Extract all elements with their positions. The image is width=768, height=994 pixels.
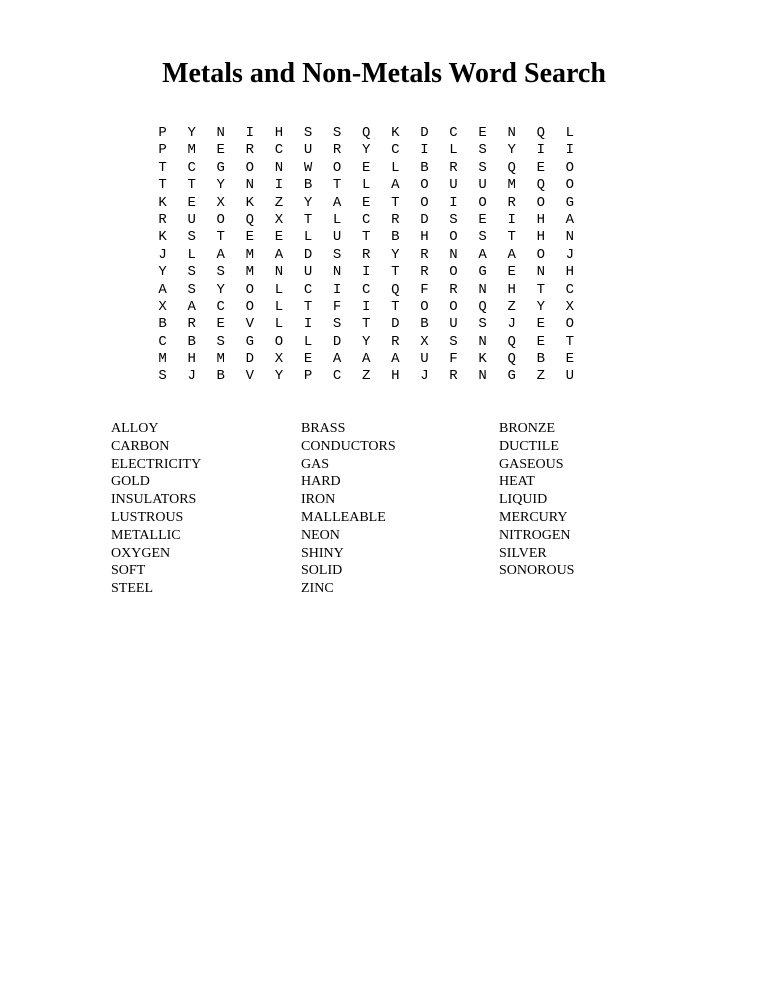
grid-letter[interactable]: I xyxy=(274,177,284,194)
grid-letter[interactable]: Q xyxy=(478,298,487,315)
grid-letter[interactable]: N xyxy=(478,368,487,385)
grid-letter[interactable]: C xyxy=(216,298,225,315)
grid-letter[interactable]: R xyxy=(362,246,371,263)
grid-letter[interactable]: T xyxy=(303,298,313,315)
grid-row xyxy=(148,351,596,368)
grid-letter[interactable]: S xyxy=(332,316,342,333)
grid-letter[interactable]: T xyxy=(362,316,371,333)
grid-letter[interactable]: S xyxy=(216,264,225,281)
grid-row xyxy=(148,229,596,246)
grid-letter[interactable]: E xyxy=(536,159,545,176)
word-item: NITROGEN xyxy=(499,527,571,543)
grid-letter[interactable]: Q xyxy=(362,125,371,141)
grid-letter[interactable]: X xyxy=(565,298,575,315)
grid-letter[interactable]: T xyxy=(536,281,545,298)
grid-row xyxy=(148,142,596,159)
grid-letter[interactable]: O xyxy=(420,177,429,194)
grid-letter[interactable]: J xyxy=(187,368,196,385)
grid-letter[interactable]: U xyxy=(478,177,487,194)
grid-letter[interactable]: N xyxy=(274,264,284,281)
grid-letter[interactable]: A xyxy=(478,246,487,263)
letter-grid xyxy=(148,125,596,386)
grid-letter[interactable]: L xyxy=(274,281,284,298)
grid-letter[interactable]: V xyxy=(245,316,255,333)
grid-letter[interactable]: I xyxy=(362,264,371,281)
grid-letter[interactable]: E xyxy=(478,125,487,141)
grid-letter[interactable]: J xyxy=(158,246,167,263)
grid-letter[interactable]: T xyxy=(158,159,167,176)
grid-letter[interactable]: L xyxy=(449,142,458,159)
grid-letter[interactable]: A xyxy=(274,246,284,263)
grid-letter[interactable]: R xyxy=(449,368,458,385)
grid-letter[interactable]: A xyxy=(332,351,342,368)
grid-letter[interactable]: E xyxy=(362,159,371,176)
grid-letter[interactable]: T xyxy=(565,333,575,350)
grid-letter[interactable]: Y xyxy=(362,142,371,159)
grid-letter[interactable]: E xyxy=(274,229,284,246)
grid-letter[interactable]: E xyxy=(536,333,545,350)
grid-letter[interactable]: Y xyxy=(187,125,196,141)
grid-letter[interactable]: Q xyxy=(507,159,516,176)
grid-letter[interactable]: I xyxy=(245,125,255,141)
grid-letter[interactable]: T xyxy=(391,264,400,281)
grid-letter[interactable]: D xyxy=(303,246,313,263)
grid-letter[interactable]: S xyxy=(478,159,487,176)
word-item: SILVER xyxy=(499,545,547,561)
grid-letter[interactable]: O xyxy=(216,211,225,228)
grid-letter[interactable]: A xyxy=(187,298,196,315)
grid-letter[interactable]: A xyxy=(391,177,400,194)
word-item: NEON xyxy=(301,527,340,543)
grid-letter[interactable]: E xyxy=(507,264,516,281)
grid-letter[interactable]: I xyxy=(332,281,342,298)
grid-letter[interactable]: R xyxy=(449,281,458,298)
grid-letter[interactable]: S xyxy=(449,211,458,228)
grid-letter[interactable]: L xyxy=(274,298,284,315)
grid-letter[interactable]: C xyxy=(565,281,575,298)
grid-letter[interactable]: A xyxy=(507,246,516,263)
grid-letter[interactable]: O xyxy=(536,194,545,211)
grid-letter[interactable]: O xyxy=(245,281,255,298)
grid-letter[interactable]: I xyxy=(362,298,371,315)
grid-row xyxy=(148,299,596,316)
grid-letter[interactable]: R xyxy=(391,333,400,350)
grid-letter[interactable]: N xyxy=(274,159,284,176)
grid-letter[interactable]: E xyxy=(303,351,313,368)
grid-letter[interactable]: O xyxy=(478,194,487,211)
grid-letter[interactable]: T xyxy=(332,177,342,194)
grid-letter[interactable]: I xyxy=(536,142,545,159)
grid-letter[interactable]: U xyxy=(187,211,196,228)
word-column-3 xyxy=(499,420,574,580)
word-item: GAS xyxy=(301,456,330,472)
grid-letter[interactable]: K xyxy=(478,351,487,368)
grid-letter[interactable]: M xyxy=(216,351,225,368)
grid-letter[interactable]: E xyxy=(362,194,371,211)
grid-letter[interactable]: P xyxy=(158,125,167,141)
grid-letter[interactable]: T xyxy=(391,298,400,315)
grid-letter[interactable]: A xyxy=(362,351,371,368)
grid-letter[interactable]: U xyxy=(303,142,313,159)
word-item: MALLEABLE xyxy=(301,509,386,525)
grid-letter[interactable]: S xyxy=(332,246,342,263)
grid-letter[interactable]: O xyxy=(245,159,255,176)
word-item: OXYGEN xyxy=(111,545,171,561)
grid-letter[interactable]: M xyxy=(245,264,255,281)
grid-letter[interactable]: A xyxy=(158,281,167,298)
grid-letter[interactable]: C xyxy=(274,142,284,159)
grid-letter[interactable]: B xyxy=(187,333,196,350)
grid-letter[interactable]: I xyxy=(507,211,516,228)
grid-letter[interactable]: B xyxy=(216,368,225,385)
page-title: Metals and Non-Metals Word Search xyxy=(162,58,606,89)
word-item: STEEL xyxy=(111,581,153,597)
word-item: GASEOUS xyxy=(499,456,564,472)
word-item: IRON xyxy=(301,492,336,508)
grid-letter[interactable]: E xyxy=(245,229,255,246)
grid-letter[interactable]: N xyxy=(478,333,487,350)
grid-letter[interactable]: Q xyxy=(245,211,255,228)
grid-letter[interactable]: C xyxy=(391,142,400,159)
grid-letter[interactable]: X xyxy=(274,211,284,228)
grid-letter[interactable]: N xyxy=(216,125,225,141)
grid-letter[interactable]: L xyxy=(332,211,342,228)
grid-letter[interactable]: S xyxy=(158,368,167,385)
grid-letter[interactable]: E xyxy=(478,211,487,228)
grid-letter[interactable]: Q xyxy=(536,125,545,141)
grid-letter[interactable]: N xyxy=(536,264,545,281)
grid-letter[interactable]: E xyxy=(216,316,225,333)
grid-letter[interactable]: C xyxy=(158,333,167,350)
word-item: DUCTILE xyxy=(499,438,559,454)
grid-letter[interactable]: O xyxy=(449,229,458,246)
word-column-2 xyxy=(301,420,396,598)
grid-letter[interactable]: Y xyxy=(362,333,371,350)
grid-row xyxy=(148,125,596,142)
grid-row xyxy=(148,212,596,229)
grid-letter[interactable]: H xyxy=(391,368,400,385)
grid-letter[interactable]: Z xyxy=(274,194,284,211)
grid-letter[interactable]: J xyxy=(420,368,429,385)
word-item: MERCURY xyxy=(499,509,568,525)
grid-letter[interactable]: Z xyxy=(362,368,371,385)
grid-letter[interactable]: U xyxy=(449,316,458,333)
grid-letter[interactable]: R xyxy=(391,211,400,228)
grid-letter[interactable]: B xyxy=(303,177,313,194)
grid-letter[interactable]: A xyxy=(391,351,400,368)
grid-letter[interactable]: R xyxy=(449,159,458,176)
grid-letter[interactable]: G xyxy=(478,264,487,281)
grid-letter[interactable]: U xyxy=(449,177,458,194)
grid-letter[interactable]: V xyxy=(245,368,255,385)
grid-letter[interactable]: J xyxy=(507,316,516,333)
grid-letter[interactable]: T xyxy=(187,177,196,194)
word-item: SOLID xyxy=(301,563,343,579)
grid-letter[interactable]: G xyxy=(245,333,255,350)
grid-letter[interactable]: B xyxy=(536,351,545,368)
word-item: SHINY xyxy=(301,545,344,561)
grid-letter[interactable]: C xyxy=(362,281,371,298)
grid-letter[interactable]: G xyxy=(565,194,575,211)
word-item: METALLIC xyxy=(111,527,181,543)
grid-row xyxy=(148,316,596,333)
grid-letter[interactable]: H xyxy=(536,229,545,246)
grid-letter[interactable]: I xyxy=(303,316,313,333)
grid-letter[interactable]: H xyxy=(187,351,196,368)
grid-letter[interactable]: B xyxy=(420,159,429,176)
grid-letter[interactable]: F xyxy=(332,298,342,315)
word-item: LUSTROUS xyxy=(111,509,184,525)
grid-letter[interactable]: X xyxy=(158,298,167,315)
grid-letter[interactable]: O xyxy=(332,159,342,176)
grid-letter[interactable]: K xyxy=(158,229,167,246)
grid-letter[interactable]: S xyxy=(187,281,196,298)
grid-letter[interactable]: Y xyxy=(507,142,516,159)
grid-letter[interactable]: R xyxy=(420,246,429,263)
word-item: BRONZE xyxy=(499,421,555,436)
grid-letter[interactable]: U xyxy=(303,264,313,281)
grid-letter[interactable]: Z xyxy=(536,368,545,385)
grid-letter[interactable]: O xyxy=(565,177,575,194)
word-item: HEAT xyxy=(499,474,535,490)
word-item: CARBON xyxy=(111,438,170,454)
grid-letter[interactable]: R xyxy=(332,142,342,159)
grid-letter[interactable]: C xyxy=(449,125,458,141)
grid-letter[interactable]: S xyxy=(187,229,196,246)
grid-letter[interactable]: Z xyxy=(507,298,516,315)
grid-letter[interactable]: R xyxy=(245,142,255,159)
grid-letter[interactable]: T xyxy=(391,194,400,211)
grid-letter[interactable]: Y xyxy=(274,368,284,385)
grid-letter[interactable]: Y xyxy=(303,194,313,211)
grid-letter[interactable]: O xyxy=(449,298,458,315)
grid-letter[interactable]: L xyxy=(391,159,400,176)
grid-letter[interactable]: D xyxy=(245,351,255,368)
grid-letter[interactable]: L xyxy=(303,333,313,350)
grid-letter[interactable]: D xyxy=(391,316,400,333)
grid-letter[interactable]: O xyxy=(536,246,545,263)
grid-letter[interactable]: S xyxy=(303,125,313,141)
grid-letter[interactable]: Y xyxy=(216,281,225,298)
grid-letter[interactable]: R xyxy=(420,264,429,281)
grid-row xyxy=(148,160,596,177)
grid-letter[interactable]: C xyxy=(362,211,371,228)
grid-letter[interactable]: O xyxy=(245,298,255,315)
grid-letter[interactable]: M xyxy=(158,351,167,368)
grid-letter[interactable]: C xyxy=(303,281,313,298)
grid-letter[interactable]: Y xyxy=(158,264,167,281)
grid-letter[interactable]: Q xyxy=(507,333,516,350)
grid-letter[interactable]: I xyxy=(449,194,458,211)
word-item: SOFT xyxy=(111,563,146,579)
grid-letter[interactable]: G xyxy=(507,368,516,385)
grid-letter[interactable]: M xyxy=(245,246,255,263)
grid-letter[interactable]: O xyxy=(420,298,429,315)
grid-letter[interactable]: T xyxy=(158,177,167,194)
grid-letter[interactable]: F xyxy=(420,281,429,298)
grid-letter[interactable]: S xyxy=(332,125,342,141)
grid-letter[interactable]: Y xyxy=(216,177,225,194)
grid-letter[interactable]: L xyxy=(187,246,196,263)
grid-letter[interactable]: H xyxy=(536,211,545,228)
grid-letter[interactable]: H xyxy=(507,281,516,298)
grid-letter[interactable]: P xyxy=(303,368,313,385)
grid-letter[interactable]: D xyxy=(332,333,342,350)
grid-row xyxy=(148,368,596,385)
grid-letter[interactable]: E xyxy=(216,142,225,159)
grid-letter[interactable]: U xyxy=(332,229,342,246)
grid-letter[interactable]: N xyxy=(478,281,487,298)
grid-letter[interactable]: R xyxy=(187,316,196,333)
grid-letter[interactable]: U xyxy=(565,368,575,385)
grid-letter[interactable]: C xyxy=(187,159,196,176)
grid-letter[interactable]: M xyxy=(507,177,516,194)
grid-letter[interactable]: L xyxy=(362,177,371,194)
word-item: HARD xyxy=(301,474,341,490)
grid-letter[interactable]: O xyxy=(565,316,575,333)
grid-letter[interactable]: M xyxy=(187,142,196,159)
grid-letter[interactable]: B xyxy=(420,316,429,333)
grid-letter[interactable]: Y xyxy=(536,298,545,315)
word-item: BRASS xyxy=(301,421,346,436)
grid-letter[interactable]: T xyxy=(216,229,225,246)
grid-letter[interactable]: A xyxy=(332,194,342,211)
grid-letter[interactable]: K xyxy=(245,194,255,211)
grid-letter[interactable]: D xyxy=(420,211,429,228)
word-item: GOLD xyxy=(111,474,150,490)
grid-letter[interactable]: Q xyxy=(536,177,545,194)
grid-letter[interactable]: X xyxy=(274,351,284,368)
grid-row xyxy=(148,247,596,264)
grid-letter[interactable]: S xyxy=(449,333,458,350)
word-item: LIQUID xyxy=(499,492,548,508)
grid-letter[interactable]: O xyxy=(565,159,575,176)
grid-letter[interactable]: C xyxy=(332,368,342,385)
grid-letter[interactable]: E xyxy=(565,351,575,368)
grid-letter[interactable]: E xyxy=(536,316,545,333)
grid-letter[interactable]: B xyxy=(158,316,167,333)
grid-letter[interactable]: K xyxy=(391,125,400,141)
word-item: ZINC xyxy=(301,581,334,597)
grid-row xyxy=(148,282,596,299)
grid-letter[interactable]: H xyxy=(274,125,284,141)
grid-letter[interactable]: G xyxy=(216,159,225,176)
grid-letter[interactable]: S xyxy=(216,333,225,350)
grid-letter[interactable]: H xyxy=(565,264,575,281)
grid-letter[interactable]: S xyxy=(478,316,487,333)
grid-letter[interactable]: S xyxy=(187,264,196,281)
grid-letter[interactable]: N xyxy=(332,264,342,281)
grid-letter[interactable]: N xyxy=(507,125,516,141)
grid-row xyxy=(148,195,596,212)
grid-letter[interactable]: T xyxy=(507,229,516,246)
grid-letter[interactable]: Y xyxy=(391,246,400,263)
grid-letter[interactable]: X xyxy=(216,194,225,211)
word-item: INSULATORS xyxy=(111,492,197,508)
grid-letter[interactable]: I xyxy=(565,142,575,159)
grid-letter[interactable]: A xyxy=(216,246,225,263)
grid-letter[interactable]: S xyxy=(478,142,487,159)
grid-letter[interactable]: L xyxy=(274,316,284,333)
grid-letter[interactable]: K xyxy=(158,194,167,211)
grid-letter[interactable]: N xyxy=(245,177,255,194)
grid-letter[interactable]: H xyxy=(420,229,429,246)
grid-letter[interactable]: O xyxy=(420,194,429,211)
grid-letter[interactable]: D xyxy=(420,125,429,141)
word-list xyxy=(0,420,768,610)
word-column-1 xyxy=(111,420,201,598)
grid-letter[interactable]: L xyxy=(565,125,575,141)
word-item: ALLOY xyxy=(111,421,159,436)
grid-letter[interactable]: X xyxy=(420,333,429,350)
grid-letter[interactable]: T xyxy=(303,211,313,228)
grid-letter[interactable]: O xyxy=(274,333,284,350)
grid-letter[interactable]: Q xyxy=(391,281,400,298)
grid-letter[interactable]: N xyxy=(565,229,575,246)
word-item: SONOROUS xyxy=(499,563,575,579)
word-item: CONDUCTORS xyxy=(301,438,396,454)
grid-letter[interactable]: O xyxy=(449,264,458,281)
grid-letter[interactable]: Q xyxy=(507,351,516,368)
grid-letter[interactable]: J xyxy=(565,246,575,263)
grid-letter[interactable]: R xyxy=(158,211,167,228)
grid-letter[interactable]: P xyxy=(158,142,167,159)
grid-letter[interactable]: W xyxy=(303,159,313,176)
grid-letter[interactable]: I xyxy=(420,142,429,159)
word-item: ELECTRICITY xyxy=(111,456,202,472)
grid-row xyxy=(148,334,596,351)
grid-letter[interactable]: N xyxy=(449,246,458,263)
grid-letter[interactable]: R xyxy=(507,194,516,211)
grid-letter[interactable]: L xyxy=(303,229,313,246)
grid-letter[interactable]: S xyxy=(478,229,487,246)
grid-row xyxy=(148,264,596,281)
grid-letter[interactable]: A xyxy=(565,211,575,228)
grid-letter[interactable]: E xyxy=(187,194,196,211)
grid-letter[interactable]: T xyxy=(362,229,371,246)
grid-letter[interactable]: U xyxy=(420,351,429,368)
grid-letter[interactable]: F xyxy=(449,351,458,368)
grid-row xyxy=(148,177,596,194)
grid-letter[interactable]: B xyxy=(391,229,400,246)
